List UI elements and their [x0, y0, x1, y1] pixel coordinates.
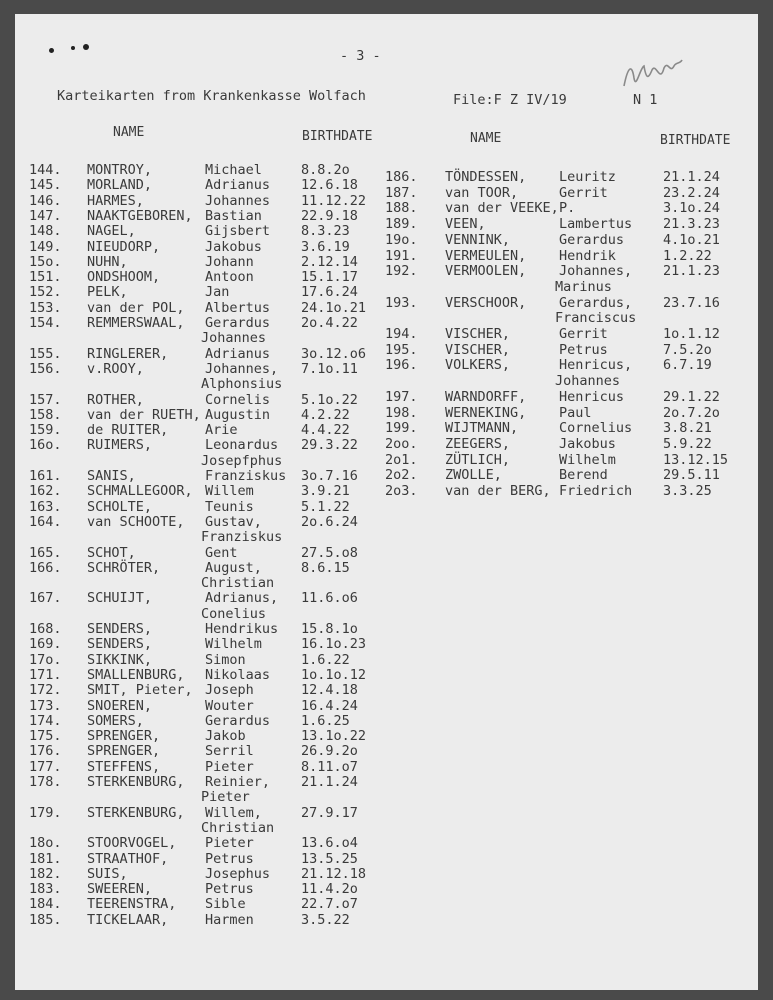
record-surname: RUIMERS, — [87, 437, 153, 454]
record-birthdate: 3o.12.o6 — [301, 345, 367, 362]
record-birthdate: 15.1.17 — [301, 269, 358, 286]
record-surname: STRAATHOF, — [87, 850, 169, 867]
record-continuation: Marinus — [555, 278, 612, 295]
record-continuation: Conelius — [201, 605, 267, 622]
record-birthdate: 16.1o.23 — [301, 636, 367, 653]
record-surname: STERKENBURG, — [87, 774, 185, 790]
record-birthdate: 1o.1.12 — [663, 326, 720, 342]
record-surname: NUHN, — [87, 253, 128, 270]
record-birthdate: 22.9.18 — [301, 207, 358, 224]
record-surname: RINGLERER, — [87, 345, 169, 362]
record-number: 149. — [29, 238, 62, 255]
record-birthdate: 7.5.2o — [663, 341, 712, 358]
record-given-name: Jakobus — [559, 435, 616, 452]
record-given-name: Leuritz — [559, 169, 616, 185]
record-number: 191. — [385, 247, 418, 264]
record-surname: van der POL, — [87, 299, 185, 316]
record-given-name: Michael — [205, 162, 262, 178]
record-number: 179. — [29, 804, 62, 821]
record-continuation: Christian — [201, 575, 275, 592]
record-given-name: Adrianus — [205, 345, 271, 362]
record-birthdate: 11.6.o6 — [301, 590, 358, 607]
record-number: 169. — [29, 636, 62, 653]
record-birthdate: 29.1.22 — [663, 388, 720, 405]
record-given-name: Gerrit — [559, 184, 608, 201]
record-number: 195. — [385, 341, 418, 358]
record-birthdate: 27.9.17 — [301, 804, 358, 821]
record-number: 164. — [29, 513, 62, 530]
record-number: 176. — [29, 743, 62, 760]
record-number: 186. — [385, 169, 418, 185]
record-birthdate: 26.9.2o — [301, 743, 358, 760]
record-birthdate: 17.6.24 — [301, 284, 358, 301]
record-surname: PELK, — [87, 284, 128, 301]
record-number: 173. — [29, 697, 62, 714]
record-given-name: Gerardus — [205, 712, 271, 729]
record-given-name: Antoon — [205, 269, 254, 286]
record-continuation: Johannes — [555, 373, 621, 390]
record-birthdate: 3.6.19 — [301, 238, 350, 255]
record-number: 171. — [29, 666, 62, 683]
record-surname: TÖNDESSEN, — [445, 169, 527, 185]
record-birthdate: 29.5.11 — [663, 467, 720, 484]
record-birthdate: 29.3.22 — [301, 437, 358, 454]
record-given-name: Petrus — [205, 881, 254, 898]
record-given-name: Wilhelm — [559, 451, 616, 468]
record-surname: MORLAND, — [87, 177, 153, 194]
record-given-name: Paul — [559, 404, 592, 421]
record-given-name: Franziskus — [205, 468, 287, 484]
record-birthdate: 3.8.21 — [663, 420, 712, 437]
record-given-name: Bastian — [205, 207, 262, 224]
punch-hole-mark — [71, 46, 75, 50]
record-surname: WERNEKING, — [445, 404, 527, 421]
punch-hole-mark — [83, 44, 89, 50]
record-birthdate: 24.1o.21 — [301, 299, 367, 316]
record-surname: REMMERSWAAL, — [87, 315, 185, 331]
record-birthdate: 11.4.2o — [301, 881, 358, 898]
record-surname: van der VEEKE, — [445, 200, 559, 217]
record-number: 193. — [385, 294, 418, 311]
record-number: 187. — [385, 184, 418, 201]
record-number: 154. — [29, 315, 62, 331]
record-given-name: Teunis — [205, 498, 254, 515]
record-number: 2o1. — [385, 451, 418, 468]
record-birthdate: 3.3.25 — [663, 483, 712, 499]
record-surname: van TOOR, — [445, 184, 519, 201]
record-birthdate: 1.6.25 — [301, 712, 350, 729]
record-number: 2o3. — [385, 483, 418, 499]
record-birthdate: 15.8.1o — [301, 621, 358, 637]
record-birthdate: 11.12.22 — [301, 192, 367, 209]
record-given-name: Adrianus — [205, 177, 271, 194]
record-surname: SENDERS, — [87, 636, 153, 653]
record-number: 145. — [29, 177, 62, 194]
record-number: 181. — [29, 850, 62, 867]
record-birthdate: 21.1.24 — [663, 169, 720, 185]
record-number: 188. — [385, 200, 418, 217]
record-number: 157. — [29, 391, 62, 408]
record-given-name: Jakobus — [205, 238, 262, 255]
record-surname: SCHOLTE, — [87, 498, 153, 515]
record-surname: SPRENGER, — [87, 743, 161, 760]
record-number: 165. — [29, 544, 62, 561]
record-given-name: Lambertus — [559, 216, 633, 233]
record-given-name: Josephus — [205, 865, 271, 882]
record-surname: van der BERG, — [445, 483, 551, 499]
record-surname: NAGEL, — [87, 223, 136, 240]
record-number: 198. — [385, 404, 418, 421]
record-given-name: Pieter — [205, 758, 254, 775]
page-number: - 3 - — [340, 48, 381, 64]
record-birthdate: 2o.6.24 — [301, 513, 358, 530]
record-continuation: Franciscus — [555, 310, 637, 327]
record-number: 166. — [29, 559, 62, 576]
record-surname: SPRENGER, — [87, 728, 161, 745]
record-number: 182. — [29, 865, 62, 882]
record-given-name: Gerardus, — [559, 294, 633, 311]
record-given-name: Henricus, — [559, 357, 633, 374]
record-birthdate: 8.8.2o — [301, 162, 350, 178]
record-given-name: Nikolaas — [205, 666, 271, 683]
record-given-name: Hendrikus — [205, 621, 279, 637]
record-surname: v.ROOY, — [87, 360, 144, 377]
record-number: 151. — [29, 269, 62, 286]
record-birthdate: 4.4.22 — [301, 422, 350, 439]
record-number: 161. — [29, 468, 62, 484]
record-birthdate: 23.7.16 — [663, 294, 720, 311]
record-number: 163. — [29, 498, 62, 515]
record-birthdate: 5.9.22 — [663, 435, 712, 452]
record-surname: STOORVOGEL, — [87, 835, 177, 852]
record-surname: SIKKINK, — [87, 651, 153, 668]
record-birthdate: 22.7.o7 — [301, 896, 358, 913]
record-surname: SENDERS, — [87, 621, 153, 637]
record-birthdate: 3o.7.16 — [301, 468, 358, 484]
record-surname: VOLKERS, — [445, 357, 511, 374]
record-number: 147. — [29, 207, 62, 224]
record-surname: HARMES, — [87, 192, 144, 209]
record-given-name: Augustin — [205, 406, 271, 423]
record-given-name: Harmen — [205, 911, 254, 928]
record-surname: VEEN, — [445, 216, 486, 233]
record-number: 144. — [29, 162, 62, 178]
record-number: 153. — [29, 299, 62, 316]
record-given-name: Joseph — [205, 682, 254, 699]
record-surname: WARNDORFF, — [445, 388, 527, 405]
record-surname: de RUITER, — [87, 422, 169, 439]
record-birthdate: 6.7.19 — [663, 357, 712, 374]
record-surname: WIJTMANN, — [445, 420, 519, 437]
record-given-name: Gerardus — [559, 231, 625, 248]
record-birthdate: 5.1o.22 — [301, 391, 358, 408]
record-number: 175. — [29, 728, 62, 745]
record-given-name: Hendrik — [559, 247, 616, 264]
record-surname: VISCHER, — [445, 326, 511, 342]
record-given-name: Jan — [205, 284, 230, 301]
record-surname: SWEEREN, — [87, 881, 153, 898]
record-given-name: Gijsbert — [205, 223, 271, 240]
record-birthdate: 8.3.23 — [301, 223, 350, 240]
record-birthdate: 8.6.15 — [301, 559, 350, 576]
record-given-name: Serril — [205, 743, 254, 760]
record-birthdate: 4.2.22 — [301, 406, 350, 423]
record-birthdate: 13.12.15 — [663, 451, 729, 468]
record-given-name: Friedrich — [559, 483, 633, 499]
record-birthdate: 27.5.o8 — [301, 544, 358, 561]
record-birthdate: 8.11.o7 — [301, 758, 358, 775]
left-birthdate-header: BIRTHDATE — [302, 129, 373, 144]
record-number: 168. — [29, 621, 62, 637]
record-given-name: Cornelius — [559, 420, 633, 437]
record-surname: SCHOT, — [87, 544, 136, 561]
record-surname: TEERENSTRA, — [87, 896, 177, 913]
record-number: 162. — [29, 483, 62, 500]
handwritten-signature — [620, 56, 690, 96]
record-number: 15o. — [29, 253, 62, 270]
record-birthdate: 1o.1o.12 — [301, 666, 367, 683]
record-birthdate: 12.6.18 — [301, 177, 358, 194]
record-birthdate: 21.3.23 — [663, 216, 720, 233]
record-given-name: Sible — [205, 896, 246, 913]
record-birthdate: 2.12.14 — [301, 253, 358, 270]
record-surname: SMIT, Pieter, — [87, 682, 193, 699]
record-given-name: Arie — [205, 422, 238, 439]
record-number: 19o. — [385, 231, 418, 248]
record-birthdate: 4.1o.21 — [663, 231, 720, 248]
record-number: 199. — [385, 420, 418, 437]
record-surname: SMALLENBURG, — [87, 666, 185, 683]
left-name-header: NAME — [113, 125, 145, 140]
record-surname: SNOEREN, — [87, 697, 153, 714]
record-surname: ZWOLLE, — [445, 467, 502, 484]
record-birthdate: 2o.4.22 — [301, 315, 358, 331]
record-continuation: Franziskus — [201, 529, 283, 546]
record-given-name: Petrus — [205, 850, 254, 867]
record-number: 177. — [29, 758, 62, 775]
right-name-header: NAME — [470, 131, 502, 146]
record-birthdate: 3.1o.24 — [663, 200, 720, 217]
record-number: 172. — [29, 682, 62, 699]
document-title: Karteikarten from Krankenkasse Wolfach — [57, 88, 366, 104]
record-surname: TICKELAAR, — [87, 911, 169, 928]
record-birthdate: 13.6.o4 — [301, 835, 358, 852]
record-surname: NIEUDORP, — [87, 238, 161, 255]
record-birthdate: 21.1.24 — [301, 774, 358, 790]
record-given-name: Johannes — [205, 192, 271, 209]
record-given-name: Reinier, — [205, 774, 271, 790]
record-surname: VERMEULEN, — [445, 247, 527, 264]
record-given-name: Leonardus — [205, 437, 279, 454]
record-number: 183. — [29, 881, 62, 898]
record-continuation: Johannes — [201, 330, 267, 347]
record-number: 2o2. — [385, 467, 418, 484]
record-surname: VISCHER, — [445, 341, 511, 358]
record-birthdate: 12.4.18 — [301, 682, 358, 699]
record-birthdate: 7.1o.11 — [301, 360, 358, 377]
right-birthdate-header: BIRTHDATE — [660, 133, 731, 148]
record-given-name: Simon — [205, 651, 246, 668]
record-surname: van SCHOOTE, — [87, 513, 185, 530]
record-number: 17o. — [29, 651, 62, 668]
record-number: 2oo. — [385, 435, 418, 452]
record-surname: STEFFENS, — [87, 758, 161, 775]
record-number: 194. — [385, 326, 418, 342]
record-number: 159. — [29, 422, 62, 439]
record-given-name: Willem — [205, 483, 254, 500]
record-given-name: Gustav, — [205, 513, 262, 530]
record-surname: VENNINK, — [445, 231, 511, 248]
record-given-name: Wouter — [205, 697, 254, 714]
record-continuation: Pieter — [201, 789, 250, 806]
record-birthdate: 13.5.25 — [301, 850, 358, 867]
record-number: 192. — [385, 263, 418, 280]
record-birthdate: 21.1.23 — [663, 263, 720, 280]
record-number: 16o. — [29, 437, 62, 454]
record-surname: SCHRÖTER, — [87, 559, 161, 576]
record-number: 148. — [29, 223, 62, 240]
record-given-name: Henricus — [559, 388, 625, 405]
record-birthdate: 1.6.22 — [301, 651, 350, 668]
record-given-name: Gerrit — [559, 326, 608, 342]
record-given-name: Johannes, — [205, 360, 279, 377]
record-number: 197. — [385, 388, 418, 405]
record-given-name: Pieter — [205, 835, 254, 852]
record-given-name: Gent — [205, 544, 238, 561]
record-given-name: Albertus — [205, 299, 271, 316]
record-surname: ZÜTLICH, — [445, 451, 511, 468]
record-surname: van der RUETH, — [87, 406, 201, 423]
record-number: 155. — [29, 345, 62, 362]
record-given-name: Jakob — [205, 728, 246, 745]
record-given-name: P. — [559, 200, 576, 217]
record-surname: SCHMALLEGOOR, — [87, 483, 193, 500]
record-surname: NAAKTGEBOREN, — [87, 207, 193, 224]
record-surname: SCHUIJT, — [87, 590, 153, 607]
record-number: 158. — [29, 406, 62, 423]
record-number: 167. — [29, 590, 62, 607]
record-surname: VERMOOLEN, — [445, 263, 527, 280]
record-given-name: August, — [205, 559, 262, 576]
record-number: 18o. — [29, 835, 62, 852]
record-surname: ONDSHOOM, — [87, 269, 161, 286]
punch-hole-mark — [49, 48, 54, 53]
record-number: 146. — [29, 192, 62, 209]
record-number: 178. — [29, 774, 62, 790]
document-page — [15, 14, 758, 990]
record-birthdate: 13.1o.22 — [301, 728, 367, 745]
record-number: 184. — [29, 896, 62, 913]
record-surname: ZEEGERS, — [445, 435, 511, 452]
record-surname: ROTHER, — [87, 391, 144, 408]
record-birthdate: 5.1.22 — [301, 498, 350, 515]
record-number: 156. — [29, 360, 62, 377]
record-surname: SOMERS, — [87, 712, 144, 729]
record-number: 189. — [385, 216, 418, 233]
record-birthdate: 1.2.22 — [663, 247, 712, 264]
record-given-name: Adrianus, — [205, 590, 279, 607]
record-number: 196. — [385, 357, 418, 374]
record-continuation: Alphonsius — [201, 376, 283, 393]
record-number: 185. — [29, 911, 62, 928]
record-surname: SUIS, — [87, 865, 128, 882]
record-continuation: Josepfphus — [201, 452, 283, 469]
record-number: 174. — [29, 712, 62, 729]
record-given-name: Berend — [559, 467, 608, 484]
record-surname: STERKENBURG, — [87, 804, 185, 821]
record-birthdate: 16.4.24 — [301, 697, 358, 714]
record-given-name: Johann — [205, 253, 254, 270]
record-birthdate: 23.2.24 — [663, 184, 720, 201]
record-given-name: Petrus — [559, 341, 608, 358]
record-continuation: Christian — [201, 819, 275, 836]
file-reference: File:F Z IV/19 — [453, 92, 567, 108]
record-surname: SANIS, — [87, 468, 136, 484]
record-given-name: Gerardus — [205, 315, 271, 331]
record-surname: MONTROY, — [87, 162, 153, 178]
record-birthdate: 2o.7.2o — [663, 404, 720, 421]
record-surname: VERSCHOOR, — [445, 294, 527, 311]
record-given-name: Wilhelm — [205, 636, 262, 653]
record-given-name: Johannes, — [559, 263, 633, 280]
record-given-name: Cornelis — [205, 391, 271, 408]
record-birthdate: 3.9.21 — [301, 483, 350, 500]
sheet-number: N 1 — [633, 92, 658, 108]
record-given-name: Willem, — [205, 804, 262, 821]
record-number: 152. — [29, 284, 62, 301]
record-birthdate: 3.5.22 — [301, 911, 350, 928]
record-birthdate: 21.12.18 — [301, 865, 367, 882]
